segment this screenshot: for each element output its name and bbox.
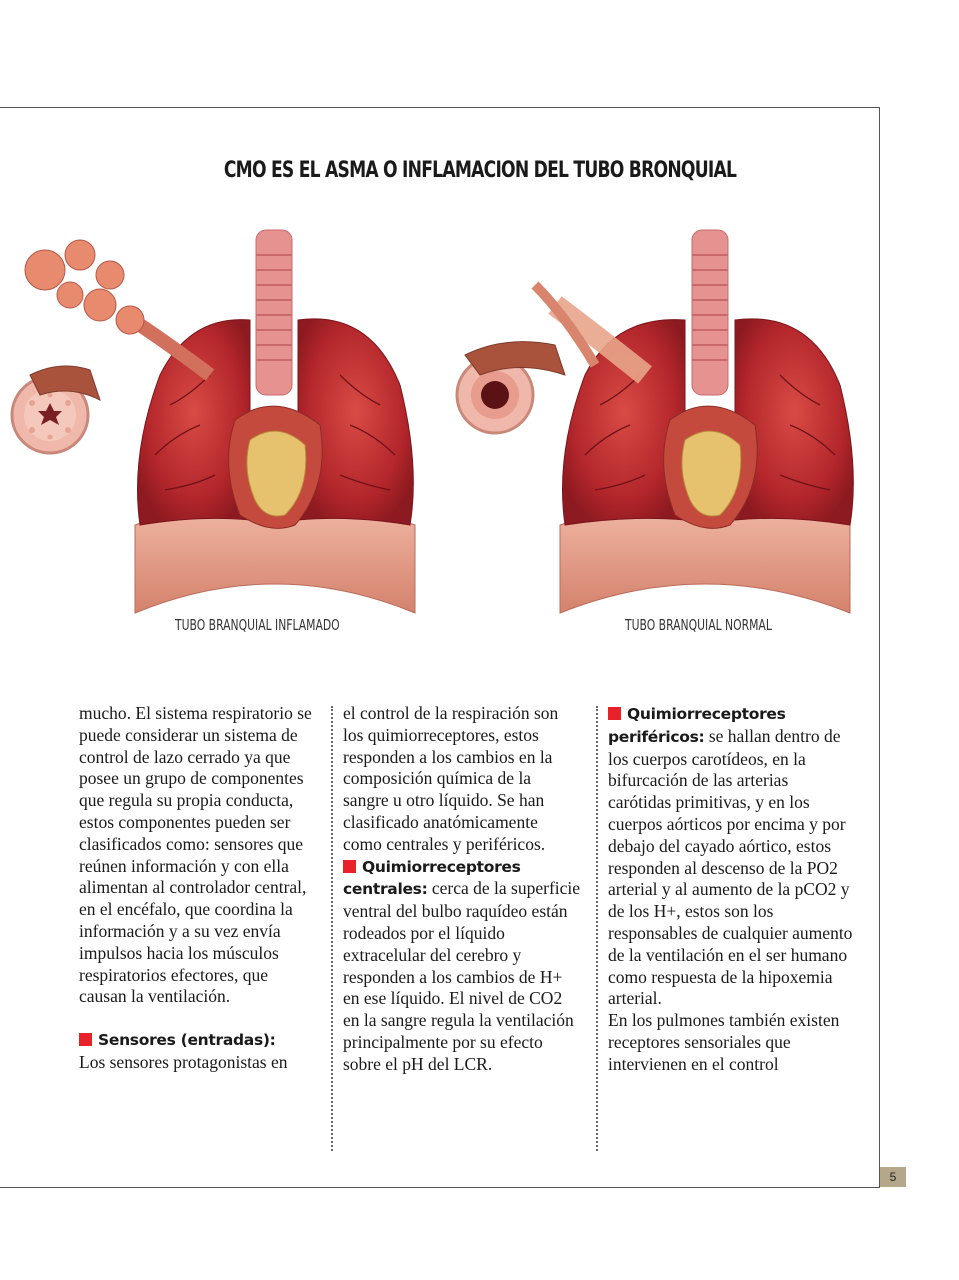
caption-normal: TUBO BRANQUIAL NORMAL [625,616,772,634]
page-frame-right [879,107,880,1188]
col3-text2: En los pulmones también existen receptores sensoriales que intervienen en el control [608,1010,840,1074]
column-divider-2 [596,706,598,1151]
caption-inflamed: TUBO BRANQUIAL INFLAMADO [175,616,340,634]
col3-heading: Quimiorreceptores periféricos: [608,705,786,746]
text-column-2 [343,703,581,1076]
col1-text: Los sensores protagonistas en [79,1051,288,1072]
col1-heading: Sensores (entradas): [98,1031,276,1050]
col2-intro: el control de la respiración son los quimiorreceptores, estos responden a los cambios en la composición química de la sangre u otro líquido. Se han clasificado anatómicamente como centrales y periféricos. [343,703,559,854]
col1-intro: mucho. El sistema respiratorio se puede considerar un sistema de control de lazo cerrado ya que posee un grupo de componentes que regula su propia conducta, estos componentes pueden ser clasificados como: sensores que reúnen información y con ella alimentan al controlador central, en el encéfalo, que coordina la información y a su vez envía impulsos hacia los músculos respiratorios efectores, que causan la ventilación. [79,703,312,1007]
text-column-3 [608,703,853,1076]
page-title: CMO ES EL ASMA O INFLAMACION DEL TUBO BRONQUIAL [223,158,737,183]
column-divider-1 [331,706,333,1151]
col2-text: cerca de la superficie ventral del bulbo raquídeo están rodeados por el líquido extracelular del cerebro y responden a los cambios de H+ en ese líquido. El nivel de CO2 en la sangre regula la ventilación principalmente por su efecto sobre el pH del LCR. [343,878,581,1074]
page-number: 5 [880,1167,906,1187]
page-frame-top [0,107,880,108]
col3-section [608,703,853,1010]
col3-text: se hallan dentro de los cuerpos carotídeos, en la bifurcación de las arterias carótidas primitivas, y en los cuerpos aórticos por encima y por debajo del cayado aórtico, estos responden al descenso de la PO2 arterial y al aumento de la pCO2 y de los H+, estos son los responsables de cualquier aumento de la ventilación en el ser humano como respuesta de la hipoxemia arterial. [608,725,853,1009]
col2-section [343,856,581,1076]
col2-heading: Quimiorreceptores centrales: [343,857,521,899]
red-square-bullet-icon [343,860,356,873]
red-square-bullet-icon [79,1033,92,1046]
text-column-1 [79,703,319,1074]
col1-section [79,1029,319,1052]
inflamed-lungs-illustration [10,225,430,615]
page-frame-bottom [0,1187,880,1188]
red-square-bullet-icon [608,707,621,720]
normal-lungs-illustration [445,225,875,615]
